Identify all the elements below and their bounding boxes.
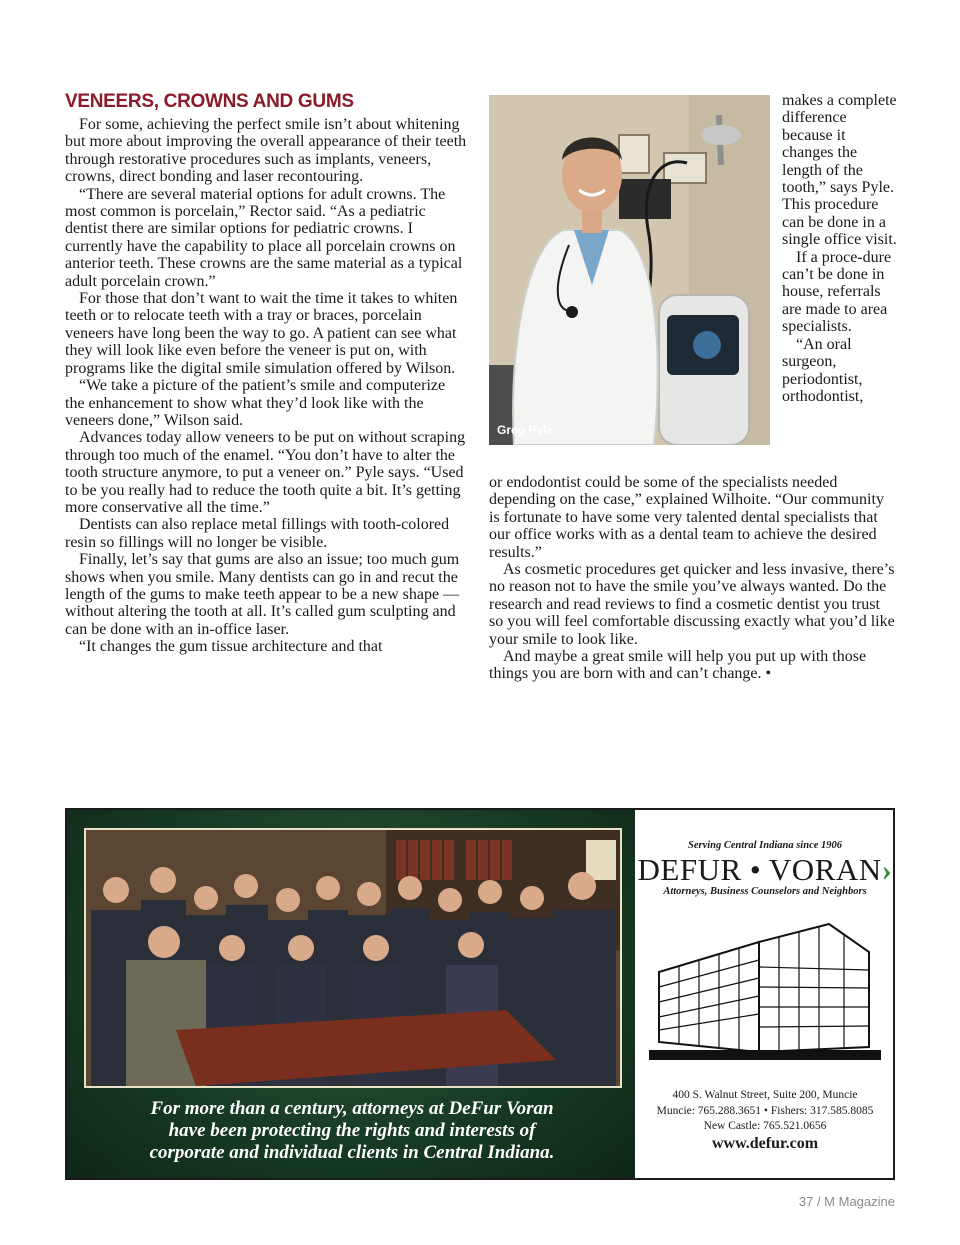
article-right-wide-column	[489, 474, 897, 683]
ad-logo	[637, 852, 893, 888]
chevron-right-icon: ›	[881, 852, 893, 887]
article-paragraph: “There are several material options for adult crowns. The most common is porcelain,” Rector said. “As a pediatric dentist there are similar options for pediatric crowns. I currently have the capability to place all porcelain crowns on anterior teeth. These crowns are the same material as a typical adult porcelain crown.”	[65, 185, 463, 290]
article-paragraph: “It changes the gum tissue architecture and that	[79, 638, 383, 656]
article-paragraph: And maybe a great smile will help you put up with those things you are born with and can’t change. •	[489, 648, 867, 683]
article-paragraph: Advances today allow veneers to be put on without scraping through too much of the enamel. “You don’t have to alter the tooth structure anymore, to put a veneer on.” Pyle says. “Used to be you really had to reduce the tooth quite a bit. It’s getting more conservative all the time.”	[65, 429, 466, 516]
law-firm-advertisement	[65, 808, 895, 1180]
ad-subtitle: Attorneys, Business Counselors and Neighbors	[663, 886, 867, 897]
ad-phones: Muncie: 765.288.3651 • Fishers: 317.585.8085	[656, 1105, 874, 1117]
photo-caption: Greg Pyle	[497, 423, 554, 437]
article-left-column	[65, 92, 467, 656]
page-folio: 37 / M Magazine	[798, 1194, 895, 1209]
dentist-photo-illustration	[489, 95, 770, 445]
ad-address: 400 S. Walnut Street, Suite 200, Muncie	[672, 1089, 858, 1101]
article-paragraph: “An oral surgeon, periodontist, orthodontist,	[782, 335, 864, 405]
ad-green-panel	[67, 810, 635, 1178]
ad-tagline	[87, 1098, 617, 1164]
article-paragraph: For those that don’t want to wait the time it takes to whiten teeth or to relocate teeth with a tray or braces, porcelain veneers have long been the way to go. A patient can see what they will look like even before the veneer is put on, with programs like the digital smile simulation offered by Wilson.	[65, 290, 458, 377]
ad-website-link[interactable]: www.defur.com	[711, 1135, 819, 1152]
article-paragraph: As cosmetic procedures get quicker and less invasive, there’s no reason not to have the smile you’ve always wanted. Do the research and read reviews to find a cosmetic dentist you trust so you will feel comfortable discussing exactly what you’d like your smile to look like.	[489, 561, 895, 648]
article-paragraph: If a proce-dure can’t be done in house, referrals are made to area specialists.	[782, 248, 892, 336]
ad-serving-line: Serving Central Indiana since 1906	[687, 840, 843, 851]
article-paragraph: Finally, let’s say that gums are also an issue; too much gum shows when you smile. Many dentists can go in and recut the length of the gums to make teeth appear to be a new shape — without altering the tooth at all. It’s called gum sculpting and can be done with an in-office laser.	[65, 551, 460, 638]
dentist-photo	[489, 95, 770, 445]
ad-tagline-line: have been protecting the rights and interests of	[168, 1120, 536, 1141]
article-paragraph: makes a complete difference because it changes the length of the tooth,” says Pyle. This procedure can be done in a single office visit.	[782, 92, 897, 249]
article-right-narrow-column	[782, 92, 897, 405]
ad-group-photo	[84, 828, 622, 1088]
article-paragraph: For some, achieving the perfect smile isn’t about whitening but more about improving the overall appearance of their teeth through restorative procedures such as implants, veneers, crowns, direct bonding and laser recontouring.	[65, 116, 467, 186]
ad-tagline-line: For more than a century, attorneys at DeFur Voran	[150, 1098, 554, 1119]
ad-group-photo-illustration	[86, 830, 620, 1086]
ad-logo-text: DEFUR • VORAN	[637, 852, 882, 887]
office-building-icon	[649, 912, 881, 1062]
ad-tagline-line: corporate and individual clients in Central Indiana.	[149, 1142, 555, 1163]
section-heading: VENEERS, CROWNS AND GUMS	[65, 91, 354, 112]
article-paragraph: “We take a picture of the patient’s smile and computerize the enhancement to show what they’d look like with the veneers done,” Wilson said.	[65, 377, 446, 429]
ad-contact-panel	[637, 810, 893, 1178]
article-paragraph: or endodontist could be some of the specialists needed depending on the case,” explained Wilhoite. “Our community is fortunate to have some very talented dental specialists that our office works with as a dental team to achieve the desired results.”	[489, 474, 884, 561]
ad-newcastle-phone: New Castle: 765.521.0656	[703, 1120, 827, 1132]
article-paragraph: Dentists can also replace metal fillings with tooth-colored resin so fillings will no longer be visible.	[65, 516, 450, 551]
